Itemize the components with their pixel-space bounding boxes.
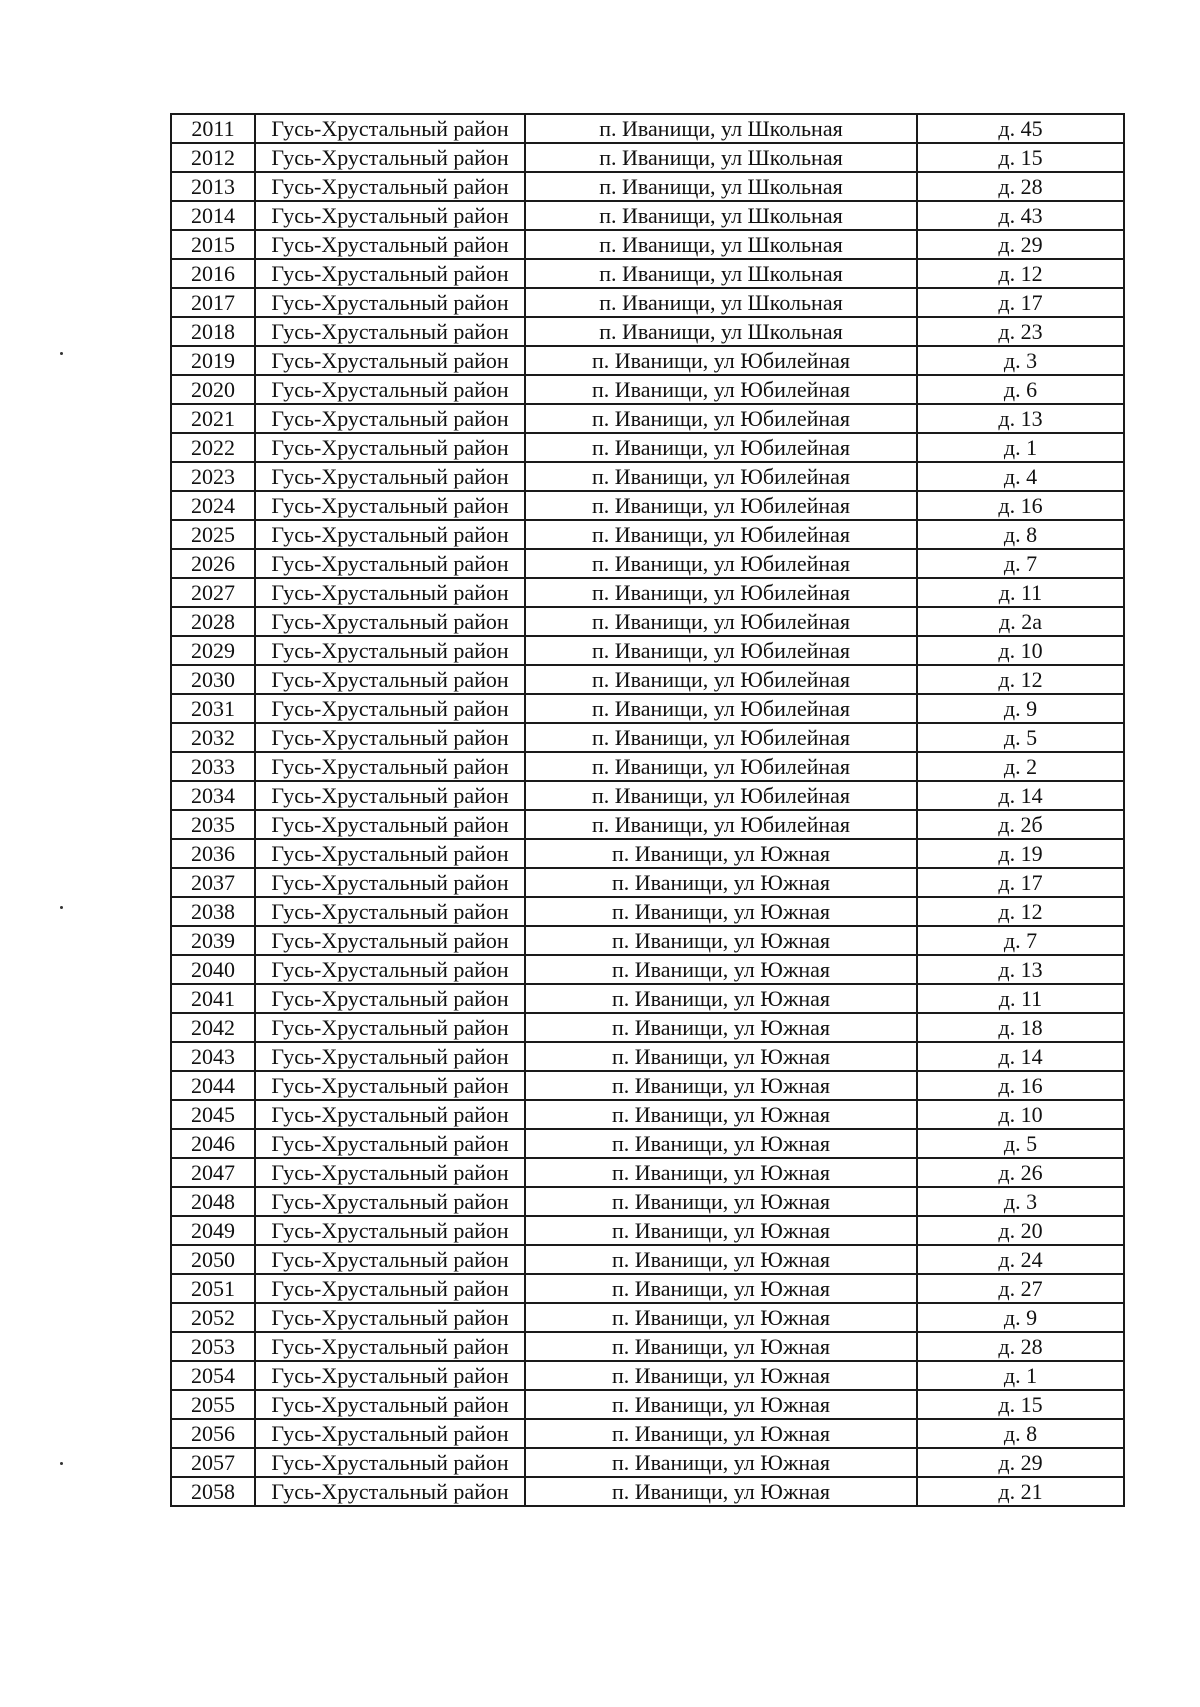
- house-number-cell: д. 8: [917, 1419, 1124, 1448]
- table-row: [171, 404, 1124, 433]
- district-cell: Гусь-Хрустальный район: [255, 839, 525, 868]
- address-cell: п. Иванищи, ул Школьная: [525, 259, 917, 288]
- table-row: [171, 578, 1124, 607]
- address-cell: п. Иванищи, ул Юбилейная: [525, 578, 917, 607]
- address-cell: п. Иванищи, ул Южная: [525, 1274, 917, 1303]
- house-number-cell: д. 7: [917, 926, 1124, 955]
- table-row: [171, 1332, 1124, 1361]
- row-number-cell: 2021: [171, 404, 255, 433]
- house-number-cell: д. 18: [917, 1013, 1124, 1042]
- district-cell: Гусь-Хрустальный район: [255, 259, 525, 288]
- house-number-cell: д. 23: [917, 317, 1124, 346]
- table-row: [171, 143, 1124, 172]
- row-number-cell: 2020: [171, 375, 255, 404]
- table-row: [171, 317, 1124, 346]
- row-number-cell: 2035: [171, 810, 255, 839]
- district-cell: Гусь-Хрустальный район: [255, 665, 525, 694]
- table-row: [171, 1013, 1124, 1042]
- table-row: [171, 607, 1124, 636]
- row-number-cell: 2014: [171, 201, 255, 230]
- address-cell: п. Иванищи, ул Юбилейная: [525, 549, 917, 578]
- address-cell: п. Иванищи, ул Юбилейная: [525, 433, 917, 462]
- house-number-cell: д. 5: [917, 1129, 1124, 1158]
- table-row: [171, 1129, 1124, 1158]
- address-cell: п. Иванищи, ул Южная: [525, 868, 917, 897]
- house-number-cell: д. 16: [917, 491, 1124, 520]
- district-cell: Гусь-Хрустальный район: [255, 404, 525, 433]
- district-cell: Гусь-Хрустальный район: [255, 1477, 525, 1506]
- district-cell: Гусь-Хрустальный район: [255, 1071, 525, 1100]
- table-row: [171, 810, 1124, 839]
- row-number-cell: 2012: [171, 143, 255, 172]
- district-cell: Гусь-Хрустальный район: [255, 114, 525, 143]
- row-number-cell: 2048: [171, 1187, 255, 1216]
- house-number-cell: д. 29: [917, 1448, 1124, 1477]
- row-number-cell: 2047: [171, 1158, 255, 1187]
- district-cell: Гусь-Хрустальный район: [255, 230, 525, 259]
- district-cell: Гусь-Хрустальный район: [255, 1274, 525, 1303]
- address-cell: п. Иванищи, ул Юбилейная: [525, 375, 917, 404]
- table-row: [171, 955, 1124, 984]
- district-cell: Гусь-Хрустальный район: [255, 984, 525, 1013]
- table-row: [171, 1419, 1124, 1448]
- house-number-cell: д. 7: [917, 549, 1124, 578]
- scan-speck: [60, 906, 63, 909]
- table-row: [171, 984, 1124, 1013]
- address-cell: п. Иванищи, ул Юбилейная: [525, 665, 917, 694]
- row-number-cell: 2058: [171, 1477, 255, 1506]
- house-number-cell: д. 11: [917, 984, 1124, 1013]
- house-number-cell: д. 26: [917, 1158, 1124, 1187]
- table-row: [171, 433, 1124, 462]
- district-cell: Гусь-Хрустальный район: [255, 694, 525, 723]
- row-number-cell: 2031: [171, 694, 255, 723]
- district-cell: Гусь-Хрустальный район: [255, 462, 525, 491]
- district-cell: Гусь-Хрустальный район: [255, 1303, 525, 1332]
- house-number-cell: д. 1: [917, 433, 1124, 462]
- district-cell: Гусь-Хрустальный район: [255, 1158, 525, 1187]
- district-cell: Гусь-Хрустальный район: [255, 172, 525, 201]
- house-number-cell: д. 28: [917, 172, 1124, 201]
- address-cell: п. Иванищи, ул Южная: [525, 897, 917, 926]
- house-number-cell: д. 8: [917, 520, 1124, 549]
- address-cell: п. Иванищи, ул Школьная: [525, 201, 917, 230]
- house-number-cell: д. 15: [917, 1390, 1124, 1419]
- address-cell: п. Иванищи, ул Южная: [525, 1245, 917, 1274]
- house-number-cell: д. 9: [917, 694, 1124, 723]
- district-cell: Гусь-Хрустальный район: [255, 1390, 525, 1419]
- row-number-cell: 2055: [171, 1390, 255, 1419]
- row-number-cell: 2029: [171, 636, 255, 665]
- house-number-cell: д. 6: [917, 375, 1124, 404]
- house-number-cell: д. 13: [917, 404, 1124, 433]
- row-number-cell: 2042: [171, 1013, 255, 1042]
- district-cell: Гусь-Хрустальный район: [255, 1448, 525, 1477]
- row-number-cell: 2011: [171, 114, 255, 143]
- table-row: [171, 1042, 1124, 1071]
- house-number-cell: д. 9: [917, 1303, 1124, 1332]
- table-row: [171, 172, 1124, 201]
- table-row: [171, 1187, 1124, 1216]
- district-cell: Гусь-Хрустальный район: [255, 1332, 525, 1361]
- address-cell: п. Иванищи, ул Южная: [525, 1158, 917, 1187]
- district-cell: Гусь-Хрустальный район: [255, 1187, 525, 1216]
- row-number-cell: 2022: [171, 433, 255, 462]
- house-number-cell: д. 11: [917, 578, 1124, 607]
- table-row: [171, 114, 1124, 143]
- table-row: [171, 1071, 1124, 1100]
- table-row: [171, 1274, 1124, 1303]
- house-number-cell: д. 2б: [917, 810, 1124, 839]
- address-cell: п. Иванищи, ул Школьная: [525, 317, 917, 346]
- table-row: [171, 868, 1124, 897]
- house-number-cell: д. 4: [917, 462, 1124, 491]
- house-number-cell: д. 19: [917, 839, 1124, 868]
- district-cell: Гусь-Хрустальный район: [255, 201, 525, 230]
- district-cell: Гусь-Хрустальный район: [255, 1216, 525, 1245]
- row-number-cell: 2056: [171, 1419, 255, 1448]
- table-row: [171, 1390, 1124, 1419]
- table-row: [171, 491, 1124, 520]
- address-cell: п. Иванищи, ул Юбилейная: [525, 810, 917, 839]
- row-number-cell: 2019: [171, 346, 255, 375]
- row-number-cell: 2046: [171, 1129, 255, 1158]
- district-cell: Гусь-Хрустальный район: [255, 752, 525, 781]
- address-cell: п. Иванищи, ул Юбилейная: [525, 607, 917, 636]
- address-cell: п. Иванищи, ул Юбилейная: [525, 752, 917, 781]
- address-cell: п. Иванищи, ул Школьная: [525, 114, 917, 143]
- house-number-cell: д. 13: [917, 955, 1124, 984]
- house-number-cell: д. 20: [917, 1216, 1124, 1245]
- house-number-cell: д. 28: [917, 1332, 1124, 1361]
- row-number-cell: 2045: [171, 1100, 255, 1129]
- row-number-cell: 2017: [171, 288, 255, 317]
- district-cell: Гусь-Хрустальный район: [255, 955, 525, 984]
- row-number-cell: 2032: [171, 723, 255, 752]
- row-number-cell: 2034: [171, 781, 255, 810]
- address-cell: п. Иванищи, ул Южная: [525, 1129, 917, 1158]
- row-number-cell: 2015: [171, 230, 255, 259]
- district-cell: Гусь-Хрустальный район: [255, 288, 525, 317]
- house-number-cell: д. 14: [917, 1042, 1124, 1071]
- table-row: [171, 1448, 1124, 1477]
- house-number-cell: д. 45: [917, 114, 1124, 143]
- house-number-cell: д. 17: [917, 868, 1124, 897]
- district-cell: Гусь-Хрустальный район: [255, 781, 525, 810]
- row-number-cell: 2033: [171, 752, 255, 781]
- row-number-cell: 2027: [171, 578, 255, 607]
- table-row: [171, 1158, 1124, 1187]
- house-number-cell: д. 2а: [917, 607, 1124, 636]
- district-cell: Гусь-Хрустальный район: [255, 636, 525, 665]
- address-cell: п. Иванищи, ул Юбилейная: [525, 491, 917, 520]
- address-cell: п. Иванищи, ул Юбилейная: [525, 694, 917, 723]
- table-row: [171, 375, 1124, 404]
- row-number-cell: 2030: [171, 665, 255, 694]
- row-number-cell: 2016: [171, 259, 255, 288]
- address-cell: п. Иванищи, ул Школьная: [525, 172, 917, 201]
- house-number-cell: д. 5: [917, 723, 1124, 752]
- address-cell: п. Иванищи, ул Южная: [525, 1390, 917, 1419]
- address-cell: п. Иванищи, ул Южная: [525, 1100, 917, 1129]
- row-number-cell: 2013: [171, 172, 255, 201]
- address-cell: п. Иванищи, ул Южная: [525, 1419, 917, 1448]
- table-row: [171, 665, 1124, 694]
- district-cell: Гусь-Хрустальный район: [255, 1245, 525, 1274]
- address-cell: п. Иванищи, ул Южная: [525, 1013, 917, 1042]
- district-cell: Гусь-Хрустальный район: [255, 1100, 525, 1129]
- address-cell: п. Иванищи, ул Южная: [525, 1187, 917, 1216]
- row-number-cell: 2024: [171, 491, 255, 520]
- row-number-cell: 2053: [171, 1332, 255, 1361]
- row-number-cell: 2049: [171, 1216, 255, 1245]
- house-number-cell: д. 14: [917, 781, 1124, 810]
- district-cell: Гусь-Хрустальный район: [255, 549, 525, 578]
- row-number-cell: 2051: [171, 1274, 255, 1303]
- house-number-cell: д. 12: [917, 665, 1124, 694]
- district-cell: Гусь-Хрустальный район: [255, 317, 525, 346]
- house-number-cell: д. 3: [917, 1187, 1124, 1216]
- house-number-cell: д. 16: [917, 1071, 1124, 1100]
- address-cell: п. Иванищи, ул Южная: [525, 984, 917, 1013]
- row-number-cell: 2028: [171, 607, 255, 636]
- row-number-cell: 2039: [171, 926, 255, 955]
- address-cell: п. Иванищи, ул Южная: [525, 1216, 917, 1245]
- table-row: [171, 1361, 1124, 1390]
- house-number-cell: д. 17: [917, 288, 1124, 317]
- row-number-cell: 2043: [171, 1042, 255, 1071]
- row-number-cell: 2040: [171, 955, 255, 984]
- district-cell: Гусь-Хрустальный район: [255, 578, 525, 607]
- district-cell: Гусь-Хрустальный район: [255, 143, 525, 172]
- house-number-cell: д. 2: [917, 752, 1124, 781]
- district-cell: Гусь-Хрустальный район: [255, 1042, 525, 1071]
- row-number-cell: 2036: [171, 839, 255, 868]
- address-table: [170, 113, 1125, 1507]
- house-number-cell: д. 1: [917, 1361, 1124, 1390]
- district-cell: Гусь-Хрустальный район: [255, 897, 525, 926]
- house-number-cell: д. 12: [917, 259, 1124, 288]
- district-cell: Гусь-Хрустальный район: [255, 810, 525, 839]
- address-cell: п. Иванищи, ул Южная: [525, 1361, 917, 1390]
- table-row: [171, 1303, 1124, 1332]
- address-cell: п. Иванищи, ул Юбилейная: [525, 520, 917, 549]
- house-number-cell: д. 27: [917, 1274, 1124, 1303]
- table-row: [171, 694, 1124, 723]
- address-cell: п. Иванищи, ул Южная: [525, 1303, 917, 1332]
- table-row: [171, 230, 1124, 259]
- address-cell: п. Иванищи, ул Школьная: [525, 288, 917, 317]
- district-cell: Гусь-Хрустальный район: [255, 926, 525, 955]
- address-cell: п. Иванищи, ул Юбилейная: [525, 636, 917, 665]
- address-cell: п. Иванищи, ул Школьная: [525, 143, 917, 172]
- row-number-cell: 2052: [171, 1303, 255, 1332]
- row-number-cell: 2044: [171, 1071, 255, 1100]
- table-row: [171, 520, 1124, 549]
- district-cell: Гусь-Хрустальный район: [255, 1013, 525, 1042]
- district-cell: Гусь-Хрустальный район: [255, 346, 525, 375]
- row-number-cell: 2054: [171, 1361, 255, 1390]
- table-row: [171, 1245, 1124, 1274]
- address-cell: п. Иванищи, ул Юбилейная: [525, 781, 917, 810]
- address-cell: п. Иванищи, ул Южная: [525, 926, 917, 955]
- address-cell: п. Иванищи, ул Южная: [525, 1071, 917, 1100]
- house-number-cell: д. 24: [917, 1245, 1124, 1274]
- house-number-cell: д. 43: [917, 201, 1124, 230]
- district-cell: Гусь-Хрустальный район: [255, 607, 525, 636]
- district-cell: Гусь-Хрустальный район: [255, 1361, 525, 1390]
- house-number-cell: д. 21: [917, 1477, 1124, 1506]
- address-cell: п. Иванищи, ул Юбилейная: [525, 723, 917, 752]
- row-number-cell: 2018: [171, 317, 255, 346]
- table-row: [171, 462, 1124, 491]
- table-row: [171, 926, 1124, 955]
- table-row: [171, 1100, 1124, 1129]
- table-row: [171, 752, 1124, 781]
- address-cell: п. Иванищи, ул Южная: [525, 839, 917, 868]
- table-row: [171, 636, 1124, 665]
- address-cell: п. Иванищи, ул Южная: [525, 1042, 917, 1071]
- address-table-body: [171, 114, 1124, 1506]
- table-row: [171, 723, 1124, 752]
- table-row: [171, 781, 1124, 810]
- table-row: [171, 259, 1124, 288]
- house-number-cell: д. 29: [917, 230, 1124, 259]
- scan-speck: [60, 352, 63, 355]
- row-number-cell: 2023: [171, 462, 255, 491]
- table-row: [171, 897, 1124, 926]
- table-row: [171, 288, 1124, 317]
- district-cell: Гусь-Хрустальный район: [255, 1129, 525, 1158]
- district-cell: Гусь-Хрустальный район: [255, 1419, 525, 1448]
- address-cell: п. Иванищи, ул Школьная: [525, 230, 917, 259]
- address-cell: п. Иванищи, ул Южная: [525, 1448, 917, 1477]
- address-cell: п. Иванищи, ул Юбилейная: [525, 462, 917, 491]
- district-cell: Гусь-Хрустальный район: [255, 520, 525, 549]
- row-number-cell: 2041: [171, 984, 255, 1013]
- district-cell: Гусь-Хрустальный район: [255, 491, 525, 520]
- table-row: [171, 1216, 1124, 1245]
- scan-speck: [60, 1462, 63, 1465]
- row-number-cell: 2038: [171, 897, 255, 926]
- house-number-cell: д. 10: [917, 636, 1124, 665]
- house-number-cell: д. 15: [917, 143, 1124, 172]
- row-number-cell: 2050: [171, 1245, 255, 1274]
- table-row: [171, 839, 1124, 868]
- row-number-cell: 2026: [171, 549, 255, 578]
- district-cell: Гусь-Хрустальный район: [255, 868, 525, 897]
- house-number-cell: д. 10: [917, 1100, 1124, 1129]
- row-number-cell: 2037: [171, 868, 255, 897]
- house-number-cell: д. 12: [917, 897, 1124, 926]
- table-row: [171, 549, 1124, 578]
- district-cell: Гусь-Хрустальный район: [255, 433, 525, 462]
- district-cell: Гусь-Хрустальный район: [255, 723, 525, 752]
- table-row: [171, 346, 1124, 375]
- row-number-cell: 2025: [171, 520, 255, 549]
- address-cell: п. Иванищи, ул Юбилейная: [525, 404, 917, 433]
- address-cell: п. Иванищи, ул Юбилейная: [525, 346, 917, 375]
- table-row: [171, 201, 1124, 230]
- row-number-cell: 2057: [171, 1448, 255, 1477]
- address-cell: п. Иванищи, ул Южная: [525, 955, 917, 984]
- house-number-cell: д. 3: [917, 346, 1124, 375]
- table-row: [171, 1477, 1124, 1506]
- address-cell: п. Иванищи, ул Южная: [525, 1477, 917, 1506]
- address-cell: п. Иванищи, ул Южная: [525, 1332, 917, 1361]
- district-cell: Гусь-Хрустальный район: [255, 375, 525, 404]
